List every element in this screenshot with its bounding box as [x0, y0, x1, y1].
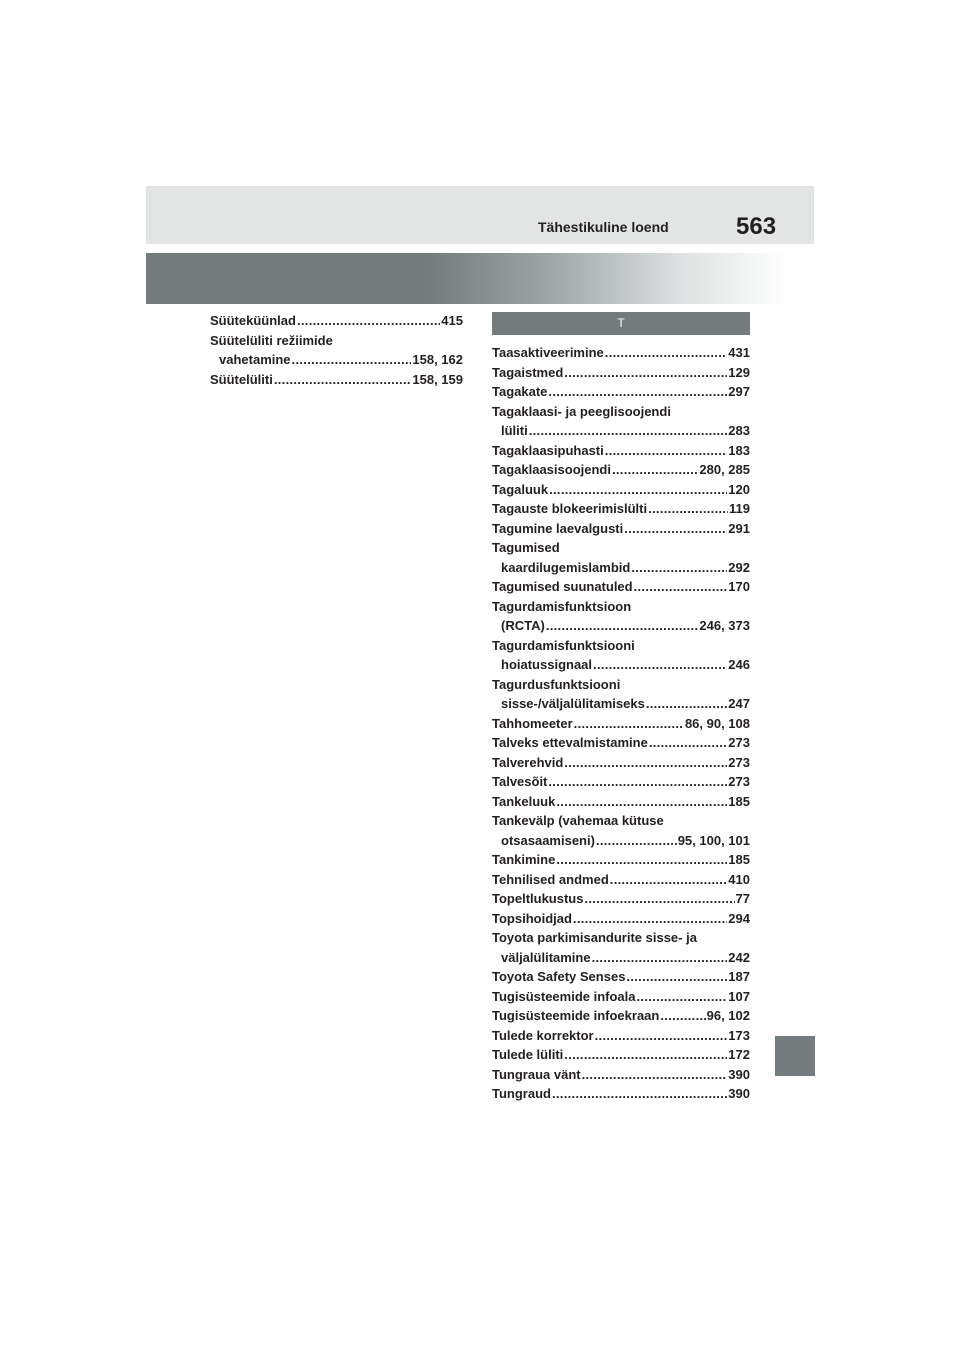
index-entry-line — [492, 441, 750, 461]
entry-term: Tagaklaasipuhasti — [492, 442, 604, 458]
index-entry-line — [492, 421, 750, 441]
entry-page-ref: 246, 373 — [699, 618, 750, 633]
dot-leader — [631, 558, 727, 578]
page-number: 563 — [736, 213, 777, 240]
index-entry-line — [492, 519, 750, 539]
entry-page-ref: 390 — [728, 1066, 750, 1082]
index-entry-line — [492, 1065, 750, 1085]
index-entry-line — [492, 1045, 750, 1065]
entry-term: Tagurdamisfunktsiooni — [492, 637, 635, 653]
dot-leader — [556, 792, 727, 812]
index-entry — [492, 753, 750, 773]
entry-term: Tagakate — [492, 384, 548, 399]
index-entry — [210, 331, 463, 370]
entry-term: Tungraud — [492, 1086, 551, 1101]
dot-leader — [574, 714, 684, 734]
index-entry-line — [492, 928, 750, 948]
entry-page-ref: 170 — [728, 579, 750, 594]
index-entry — [492, 636, 750, 675]
index-entry — [492, 714, 750, 734]
dot-leader — [648, 499, 728, 519]
index-entry-line — [492, 363, 750, 383]
index-entry-line — [210, 350, 463, 370]
entry-page-ref: 390 — [728, 1086, 750, 1101]
entry-term: Toyota parkimisandurite sisse- ja — [492, 930, 697, 945]
index-entry-line — [492, 597, 750, 617]
entry-term: otsasaamiseni) — [501, 832, 595, 848]
index-entry-line — [492, 772, 750, 792]
index-entry — [492, 928, 750, 967]
entry-term: Süütelüliti — [210, 371, 273, 387]
dot-leader — [546, 616, 699, 636]
index-entry — [492, 460, 750, 480]
entry-page-ref: 158, 159 — [412, 371, 463, 387]
dot-leader — [626, 967, 727, 987]
entry-page-ref: 173 — [728, 1027, 750, 1043]
entry-term: Tagaluuk — [492, 481, 549, 497]
entry-page-ref: 291 — [728, 520, 750, 536]
entry-page-ref: 431 — [728, 345, 750, 360]
dot-leader — [297, 311, 440, 331]
index-entry — [492, 811, 750, 850]
entry-term: Süüteküünlad — [210, 313, 296, 328]
dot-leader — [549, 480, 727, 500]
chapter-thumb-tab — [775, 1036, 815, 1076]
index-entry — [492, 1045, 750, 1065]
index-entry-line — [492, 1084, 750, 1104]
index-entry — [492, 1006, 750, 1026]
entry-term: Tagaistmed — [492, 364, 564, 380]
entry-page-ref: 242 — [728, 949, 750, 965]
entry-term: Tehnilised andmed — [492, 871, 609, 887]
index-entry-line — [492, 948, 750, 968]
index-entry — [492, 343, 750, 363]
index-entry-line — [492, 987, 750, 1007]
index-entry-line — [492, 402, 750, 422]
entry-page-ref: 292 — [728, 559, 750, 575]
entry-term: kaardilugemislambid — [501, 559, 631, 575]
index-entry — [492, 987, 750, 1007]
header-band — [146, 186, 814, 244]
entry-term: Tankimine — [492, 852, 556, 867]
entry-term: Tagumine laevalgusti — [492, 520, 624, 536]
entry-term: vahetamine — [219, 352, 291, 367]
index-entry — [492, 675, 750, 714]
entry-term: Tulede korrektor — [492, 1027, 594, 1043]
dot-leader — [582, 1065, 728, 1085]
index-entry-line — [492, 675, 750, 695]
index-entry — [492, 1026, 750, 1046]
entry-page-ref: 120 — [728, 481, 750, 497]
entry-page-ref: 415 — [441, 313, 463, 328]
entry-page-ref: 158, 162 — [412, 352, 463, 367]
index-entry-line — [492, 1006, 750, 1026]
dot-leader — [592, 948, 728, 968]
index-entry-line — [492, 870, 750, 890]
entry-term: Tagauste blokeerimislülti — [492, 501, 648, 516]
entry-term: Tugisüsteemide infoala — [492, 988, 636, 1004]
entry-page-ref: 246 — [728, 657, 750, 672]
index-entry — [492, 577, 750, 597]
index-entry-line — [492, 967, 750, 987]
index-entry — [492, 889, 750, 909]
dot-leader — [660, 1006, 705, 1026]
index-entry-line — [492, 577, 750, 597]
index-entry-line — [492, 792, 750, 812]
entry-page-ref: 185 — [728, 852, 750, 867]
index-entry-line — [492, 909, 750, 929]
entry-page-ref: 273 — [728, 774, 750, 789]
dot-leader — [595, 1026, 728, 1046]
dot-leader — [605, 441, 728, 461]
index-entry-line — [210, 331, 463, 351]
entry-term: Tagurdamisfunktsioon — [492, 598, 632, 614]
index-entry-line — [492, 480, 750, 500]
entry-term: Süütelüliti režiimide — [210, 332, 333, 348]
entry-page-ref: 283 — [728, 423, 750, 438]
entry-page-ref: 273 — [728, 735, 750, 750]
entry-term: Talvesõit — [492, 774, 548, 789]
index-entry — [492, 382, 750, 402]
dot-leader — [292, 350, 412, 370]
entry-term: hoiatussignaal — [501, 657, 593, 672]
dot-leader — [605, 343, 728, 363]
entry-term: (RCTA) — [501, 618, 545, 633]
dot-leader — [573, 909, 727, 929]
entry-page-ref: 273 — [728, 754, 750, 770]
dot-leader — [593, 655, 727, 675]
dot-leader — [596, 831, 677, 851]
index-entry — [492, 1065, 750, 1085]
dot-leader — [564, 363, 727, 383]
index-entry — [492, 909, 750, 929]
decorative-gradient-band — [146, 253, 786, 304]
entry-page-ref: 86, 90, 108 — [684, 715, 750, 731]
entry-term: väljalülitamine — [501, 949, 591, 965]
index-entry-line — [492, 753, 750, 773]
index-entry — [492, 363, 750, 383]
entry-page-ref: 294 — [728, 910, 750, 926]
entry-page-ref: 280, 285 — [699, 462, 750, 477]
entry-page-ref: 96, 102 — [706, 1008, 750, 1023]
dot-leader — [634, 577, 728, 597]
entry-term: Toyota Safety Senses — [492, 969, 626, 984]
dot-leader — [610, 870, 728, 890]
index-entry-line — [210, 311, 463, 331]
dot-leader — [649, 733, 727, 753]
letter-section-header: T — [492, 312, 750, 335]
index-entry-line — [492, 343, 750, 363]
entry-term: sisse-/väljalülitamiseks — [501, 696, 645, 711]
entry-page-ref: 77 — [735, 891, 750, 906]
index-entry — [492, 597, 750, 636]
entry-term: Tagaklaasi- ja peeglisoojendi — [492, 403, 671, 419]
index-entry-line — [492, 1026, 750, 1046]
index-column-right — [492, 312, 750, 1104]
index-entry — [492, 792, 750, 812]
index-entry-line — [492, 889, 750, 909]
dot-leader — [274, 370, 412, 390]
index-entry — [210, 311, 463, 331]
index-entry-line — [492, 850, 750, 870]
dot-leader — [612, 460, 698, 480]
index-entry-line — [492, 499, 750, 519]
entry-term: Topeltlukustus — [492, 891, 584, 906]
entry-term: Tankevälp (vahemaa kütuse — [492, 813, 664, 828]
entry-term: Taasaktiveerimine — [492, 345, 604, 360]
entry-term: Tulede lüliti — [492, 1047, 564, 1062]
index-entry — [210, 370, 463, 390]
index-entry — [492, 519, 750, 539]
index-entry-line — [492, 694, 750, 714]
index-entry-line — [492, 831, 750, 851]
entry-page-ref: 183 — [728, 442, 750, 458]
entry-term: Tagumised — [492, 540, 560, 555]
index-entry — [492, 1084, 750, 1104]
dot-leader — [646, 694, 727, 714]
dot-leader — [584, 889, 734, 909]
index-entry — [492, 538, 750, 577]
dot-leader — [637, 987, 728, 1007]
index-column-left — [210, 311, 463, 389]
index-entry-line — [492, 714, 750, 734]
entry-page-ref: 129 — [728, 364, 750, 380]
index-entry — [492, 441, 750, 461]
entry-page-ref: 410 — [728, 871, 750, 887]
section-title: Tähestikuline loend — [538, 219, 669, 235]
index-entry-line — [492, 655, 750, 675]
entry-term: Talverehvid — [492, 754, 564, 770]
dot-leader — [552, 1084, 727, 1104]
entry-term: Tagumised suunatuled — [492, 579, 633, 594]
index-entry — [492, 402, 750, 441]
dot-leader — [564, 1045, 727, 1065]
entry-term: Tugisüsteemide infoekraan — [492, 1008, 660, 1023]
index-entry-line — [492, 636, 750, 656]
index-entry — [492, 870, 750, 890]
entry-term: Tagaklaasisoojendi — [492, 462, 611, 477]
entry-page-ref: 187 — [728, 969, 750, 984]
entry-term: Tungraua vänt — [492, 1066, 581, 1082]
index-entry-line — [492, 811, 750, 831]
entry-page-ref: 247 — [728, 696, 750, 711]
entry-page-ref: 297 — [728, 384, 750, 399]
dot-leader — [624, 519, 727, 539]
index-entry-line — [492, 616, 750, 636]
index-entry — [492, 772, 750, 792]
entry-term: Talveks ettevalmistamine — [492, 735, 648, 750]
index-entry — [492, 733, 750, 753]
index-entry — [492, 480, 750, 500]
dot-leader — [564, 753, 727, 773]
entry-term: Tagurdusfunktsiooni — [492, 676, 621, 692]
entry-page-ref: 172 — [728, 1047, 750, 1062]
index-entry-line — [210, 370, 463, 390]
index-entry-line — [492, 382, 750, 402]
entry-page-ref: 95, 100, 101 — [677, 832, 750, 848]
dot-leader — [556, 850, 727, 870]
letter-section-entries — [492, 343, 750, 1104]
entry-page-ref: 185 — [728, 793, 750, 809]
entry-term: Topsihoidjad — [492, 910, 572, 926]
entry-page-ref: 107 — [728, 988, 750, 1004]
index-entry-line — [492, 538, 750, 558]
index-entry — [492, 499, 750, 519]
dot-leader — [548, 382, 727, 402]
entry-term: Tankeluuk — [492, 793, 556, 809]
index-entry-line — [492, 733, 750, 753]
dot-leader — [548, 772, 727, 792]
index-entry — [492, 967, 750, 987]
index-entry-line — [492, 558, 750, 578]
index-entry-line — [492, 460, 750, 480]
entry-term: lüliti — [501, 423, 528, 438]
index-entry — [492, 850, 750, 870]
entry-term: Tahhomeeter — [492, 715, 573, 731]
dot-leader — [529, 421, 728, 441]
entry-page-ref: 119 — [729, 501, 750, 516]
